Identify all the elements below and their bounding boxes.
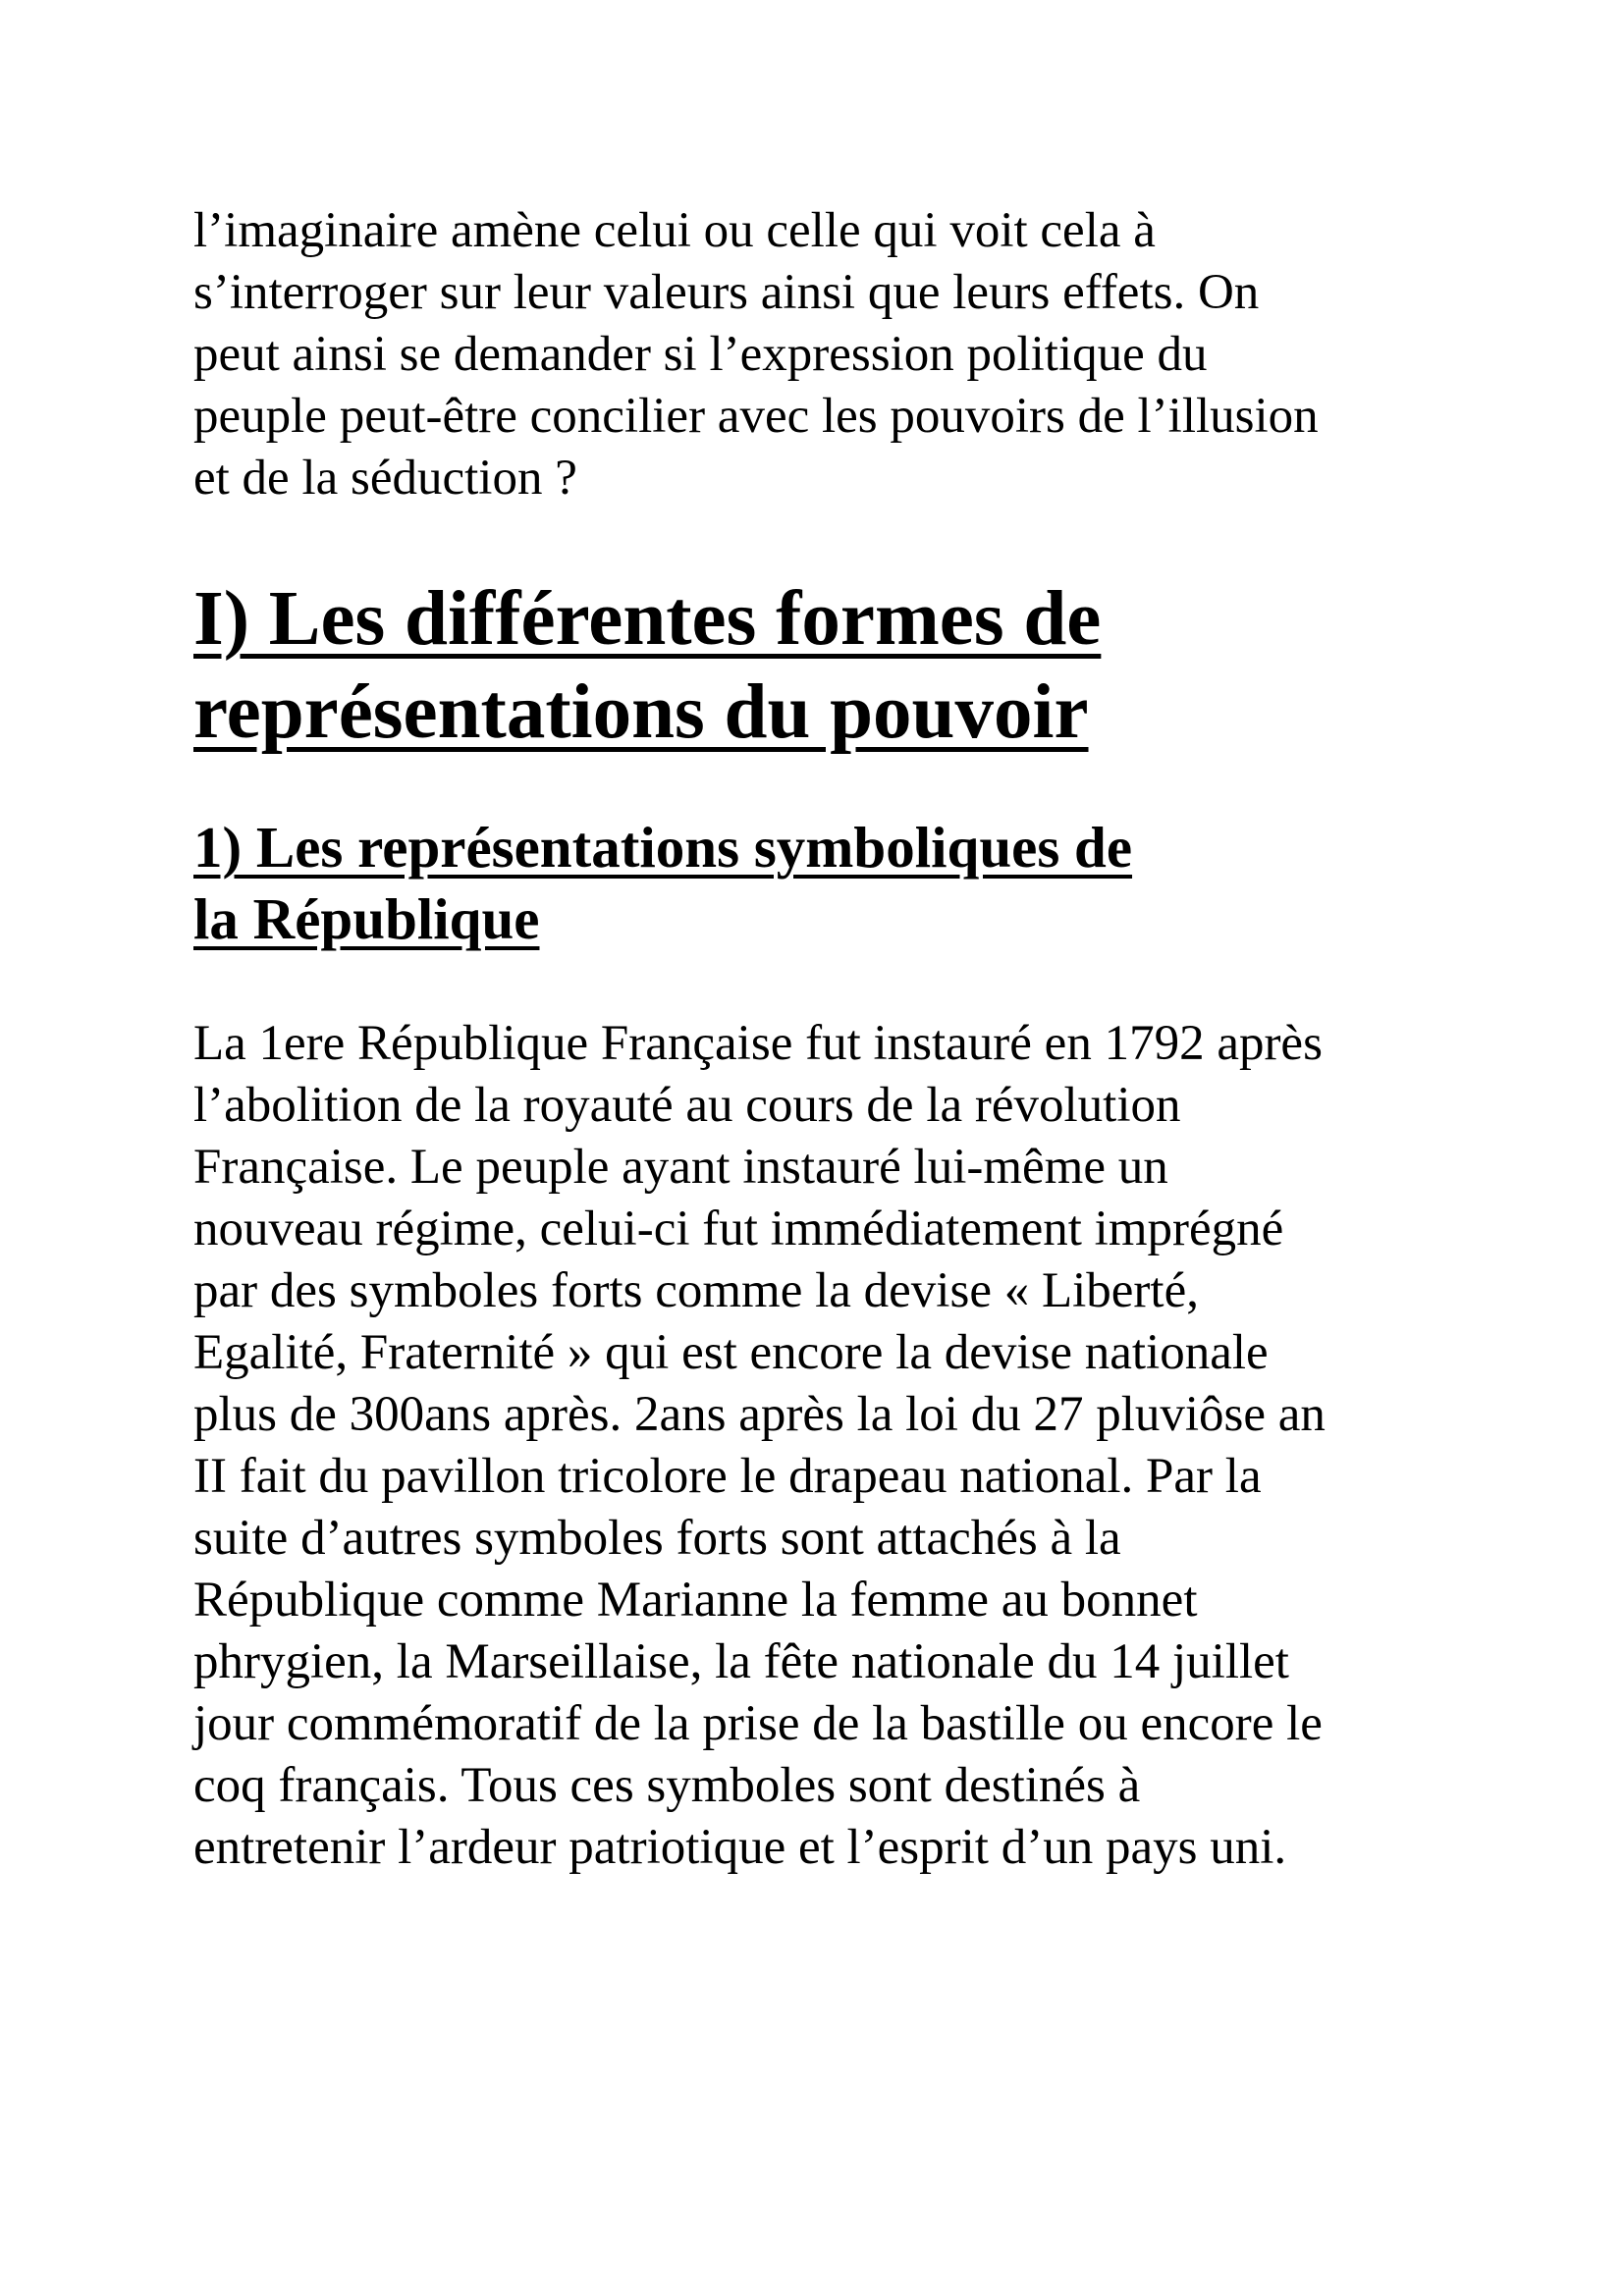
heading-line: représentations du pouvoir	[193, 669, 1089, 755]
text-line: Française. Le peuple ayant instauré lui-même un	[193, 1140, 1168, 1195]
text-line: par des symboles forts comme la devise « Liberté,	[193, 1263, 1199, 1318]
text-line: jour commémoratif de la prise de la bastille ou encore le	[193, 1696, 1323, 1751]
text-line: entretenir l’ardeur patriotique et l’esprit d’un pays uni.	[193, 1820, 1287, 1875]
text-line: Egalité, Fraternité » qui est encore la devise nationale	[193, 1325, 1269, 1380]
text-line: plus de 300ans après. 2ans après la loi du 27 pluviôse an	[193, 1387, 1326, 1442]
text-line: République comme Marianne la femme au bonnet	[193, 1573, 1198, 1628]
text-line: l’abolition de la royauté au cours de la révolution	[193, 1078, 1181, 1133]
text-line: La 1ere République Française fut instauré en 1792 après	[193, 1016, 1323, 1071]
text-line: coq français. Tous ces symboles sont destinés à	[193, 1758, 1141, 1813]
heading-line: I) Les différentes formes de	[193, 576, 1102, 662]
text-line: l’imaginaire amène celui ou celle qui voit cela à	[193, 203, 1156, 258]
heading-line: 1) Les représentations symboliques de	[193, 815, 1133, 880]
text-line: suite d’autres symboles forts sont attachés à la	[193, 1511, 1121, 1566]
text-line: et de la séduction ?	[193, 451, 577, 506]
text-line: phrygien, la Marseillaise, la fête nationale du 14 juillet	[193, 1634, 1289, 1689]
text-line: nouveau régime, celui-ci fut immédiatement imprégné	[193, 1201, 1284, 1256]
text-line: II fait du pavillon tricolore le drapeau national. Par la	[193, 1449, 1262, 1504]
text-line: s’interroger sur leur valeurs ainsi que leurs effets. On	[193, 265, 1260, 320]
text-line: peut ainsi se demander si l’expression politique du	[193, 327, 1208, 382]
text-line: peuple peut-être concilier avec les pouvoirs de l’illusion	[193, 389, 1319, 444]
heading-line: la République	[193, 886, 540, 951]
